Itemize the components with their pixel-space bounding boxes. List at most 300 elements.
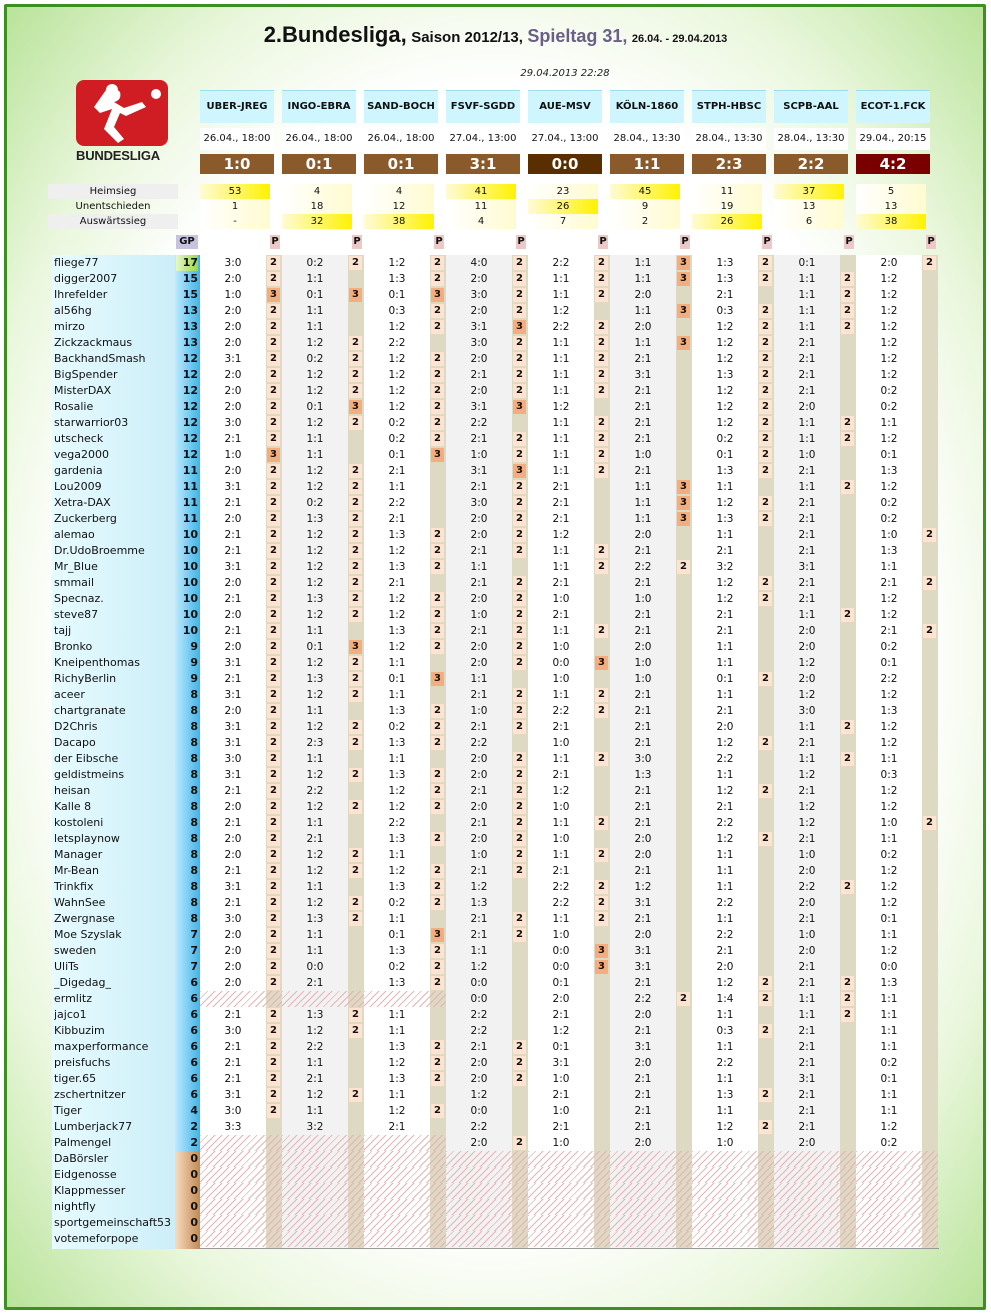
match-date: 29.04., 20:15 (856, 128, 930, 150)
table-row (52, 767, 939, 783)
tip-cell (372, 1167, 422, 1183)
tip-cell: 1:1 (388, 1009, 406, 1021)
points-cell: 2 (513, 832, 526, 846)
player-points: 10 (182, 624, 198, 637)
tip-cell (290, 1215, 340, 1231)
tip-cell: 1:1 (798, 417, 816, 429)
tip-cell: 2:2 (634, 993, 652, 1005)
player-points: 15 (182, 288, 198, 301)
tip-cell: 2:1 (470, 817, 488, 829)
tip-cell: 2:2 (306, 785, 324, 797)
tip-cell (290, 1151, 340, 1167)
tip-cell: 1:1 (552, 337, 570, 349)
tip-cell: 1:1 (716, 1009, 734, 1021)
points-cell: 2 (267, 592, 280, 606)
tip-cell: 2:0 (470, 657, 488, 669)
tip-cell: 2:0 (470, 833, 488, 845)
tip-cell: 1:1 (880, 1089, 898, 1101)
player-name: UliTs (54, 960, 79, 973)
tip-cell: 1:3 (716, 1089, 734, 1101)
tip-cell: 1:2 (306, 385, 324, 397)
tip-cell (618, 1167, 668, 1183)
match-draw-count: 1 (200, 199, 270, 214)
tip-cell: 1:1 (880, 833, 898, 845)
tip-cell: 2:0 (224, 465, 242, 477)
tip-cell (290, 1135, 340, 1151)
tip-cell: 1:3 (880, 977, 898, 989)
points-cell: 2 (349, 1088, 362, 1102)
tip-cell: 1:2 (880, 737, 898, 749)
table-row (52, 927, 939, 943)
tip-cell: 1:2 (306, 529, 324, 541)
tip-cell: 2:1 (552, 769, 570, 781)
points-cell: 2 (349, 416, 362, 430)
points-cell: 2 (759, 832, 772, 846)
match-result: 2:2 (774, 154, 848, 174)
tip-cell: 1:1 (798, 721, 816, 733)
tip-cell: 1:1 (552, 417, 570, 429)
tip-cell: 2:0 (224, 849, 242, 861)
tip-cell: 3:1 (224, 353, 242, 365)
update-timestamp: 29.04.2013 22:28 (520, 68, 610, 79)
tip-cell: 0:3 (716, 305, 734, 317)
tip-cell: 2:1 (716, 289, 734, 301)
points-cell: 2 (431, 352, 444, 366)
player-name: Kalle 8 (54, 800, 92, 813)
tip-cell: 0:3 (716, 1025, 734, 1037)
points-cell: 2 (759, 432, 772, 446)
points-cell: 2 (513, 752, 526, 766)
tip-cell (536, 1151, 586, 1167)
tip-cell: 1:1 (634, 513, 652, 525)
tip-cell: 2:1 (470, 689, 488, 701)
tip-cell: 2:0 (798, 641, 816, 653)
tip-cell: 2:1 (224, 785, 242, 797)
tip-cell: 2:0 (634, 929, 652, 941)
tip-cell: 2:1 (470, 721, 488, 733)
p-column-header: P (271, 236, 279, 247)
tip-cell: 2:0 (224, 577, 242, 589)
points-cell: 2 (349, 368, 362, 382)
tip-cell: 1:1 (634, 273, 652, 285)
points-cell: 2 (513, 608, 526, 622)
tip-cell: 2:1 (552, 481, 570, 493)
points-cell: 2 (513, 544, 526, 558)
tip-cell: 0:1 (716, 673, 734, 685)
table-row (52, 911, 939, 927)
tip-cell: 0:1 (306, 641, 324, 653)
tip-cell: 2:0 (716, 961, 734, 973)
player-name: Specnaz. (54, 592, 104, 605)
tip-cell: 1:2 (388, 545, 406, 557)
tip-cell: 1:2 (306, 801, 324, 813)
tip-cell: 3:1 (224, 721, 242, 733)
points-cell: 2 (595, 896, 608, 910)
tip-cell: 2:0 (470, 801, 488, 813)
points-cell: 2 (267, 688, 280, 702)
tip-cell: 1:1 (306, 1057, 324, 1069)
tip-cell: 2:0 (470, 1073, 488, 1085)
tip-cell: 1:3 (306, 513, 324, 525)
tip-cell: 3:2 (716, 561, 734, 573)
tip-cell: 2:1 (798, 1057, 816, 1069)
tip-cell: 1:0 (552, 833, 570, 845)
page-title (0, 22, 991, 48)
match-team: AUE-MSV (528, 90, 602, 123)
player-points: 8 (190, 912, 198, 925)
points-cell: 2 (267, 1008, 280, 1022)
points-cell: 2 (431, 624, 444, 638)
tip-cell: 2:1 (388, 1121, 406, 1133)
tip-cell: 1:2 (716, 1121, 734, 1133)
points-cell: 3 (513, 464, 526, 478)
points-cell: 2 (267, 416, 280, 430)
tip-cell: 0:2 (880, 641, 898, 653)
table-row (52, 287, 939, 303)
points-cell: 2 (595, 464, 608, 478)
match-date: 26.04., 18:00 (282, 128, 356, 150)
points-cell: 2 (841, 720, 854, 734)
match-result: 3:1 (446, 154, 520, 174)
tip-cell: 2:1 (798, 369, 816, 381)
tip-cell: 2:0 (224, 609, 242, 621)
tip-cell: 1:1 (388, 913, 406, 925)
match-result: 0:1 (364, 154, 438, 174)
player-points: 8 (190, 752, 198, 765)
points-cell: 2 (431, 640, 444, 654)
tip-cell: 2:1 (306, 977, 324, 989)
points-cell: 2 (595, 272, 608, 286)
tip-cell: 2:0 (798, 673, 816, 685)
table-row (52, 591, 939, 607)
tip-cell: 0:2 (880, 497, 898, 509)
tip-cell: 1:2 (716, 737, 734, 749)
tip-cell: 1:1 (306, 705, 324, 717)
points-cell: 2 (841, 288, 854, 302)
tip-cell: 2:0 (470, 1137, 488, 1149)
table-row (52, 863, 939, 879)
table-row (52, 1023, 939, 1039)
points-cell: 2 (431, 544, 444, 558)
points-cell: 2 (841, 608, 854, 622)
points-cell: 2 (431, 592, 444, 606)
tip-cell: 2:0 (470, 513, 488, 525)
points-cell: 2 (349, 336, 362, 350)
points-cell: 2 (349, 384, 362, 398)
points-cell: 2 (513, 272, 526, 286)
tip-cell: 1:3 (388, 881, 406, 893)
points-cell: 2 (431, 304, 444, 318)
tip-cell: 0:1 (880, 1073, 898, 1085)
match-header-5 (610, 76, 689, 256)
table-row (52, 735, 939, 751)
tip-cell (208, 1183, 258, 1199)
tip-cell: 0:2 (880, 401, 898, 413)
tip-cell: 3:0 (224, 753, 242, 765)
tip-cell: 3:1 (470, 321, 488, 333)
player-name: Kneipenthomas (54, 656, 140, 669)
tip-cell: 2:1 (798, 465, 816, 477)
tip-cell: 2:0 (224, 369, 242, 381)
tip-cell: 3:0 (224, 417, 242, 429)
tip-cell: 1:2 (716, 353, 734, 365)
points-cell: 2 (841, 992, 854, 1006)
points-cell: 2 (513, 256, 526, 270)
p-column-header: P (927, 236, 935, 247)
player-points: 8 (190, 864, 198, 877)
tip-cell: 1:1 (880, 1041, 898, 1053)
points-cell: 2 (349, 544, 362, 558)
tip-cell: 1:2 (880, 289, 898, 301)
points-cell: 2 (513, 768, 526, 782)
points-cell: 2 (349, 528, 362, 542)
tip-cell (618, 1199, 668, 1215)
tip-cell: 1:2 (388, 1105, 406, 1117)
points-cell: 2 (759, 592, 772, 606)
points-cell: 2 (759, 336, 772, 350)
tip-cell: 3:1 (224, 689, 242, 701)
table-row (52, 559, 939, 575)
match-result: 2:3 (692, 154, 766, 174)
points-cell: 2 (431, 896, 444, 910)
tip-cell: 2:0 (470, 353, 488, 365)
tip-cell: 1:1 (880, 1105, 898, 1117)
points-cell: 2 (349, 896, 362, 910)
tip-cell: 1:2 (880, 609, 898, 621)
player-name: mirzo (54, 320, 85, 333)
points-cell: 2 (267, 672, 280, 686)
tip-cell: 0:2 (880, 1137, 898, 1149)
tip-cell: 2:0 (224, 401, 242, 413)
player-points: 12 (182, 384, 198, 397)
tip-cell (372, 1135, 422, 1151)
tip-cell: 1:2 (306, 577, 324, 589)
player-points: 13 (182, 304, 198, 317)
points-cell: 3 (677, 304, 690, 318)
tip-cell: 1:3 (716, 369, 734, 381)
tip-cell: 2:1 (470, 625, 488, 637)
tip-cell: 2:2 (470, 1025, 488, 1037)
tip-cell (864, 1199, 914, 1215)
points-cell: 2 (759, 368, 772, 382)
match-date: 28.04., 13:30 (692, 128, 766, 150)
points-cell: 2 (595, 320, 608, 334)
tip-cell: 2:1 (470, 913, 488, 925)
tip-cell: 1:0 (552, 929, 570, 941)
match-draw-count: 26 (528, 199, 598, 214)
tip-cell: 1:1 (306, 273, 324, 285)
tip-cell: 1:2 (880, 881, 898, 893)
tip-cell: 0:2 (306, 353, 324, 365)
tip-cell: 0:1 (306, 289, 324, 301)
table-row (52, 255, 939, 271)
player-name: nightfly (54, 1200, 96, 1213)
tip-cell: 1:1 (716, 1041, 734, 1053)
tip-cell: 1:3 (306, 913, 324, 925)
points-cell: 2 (349, 576, 362, 590)
points-cell: 2 (267, 944, 280, 958)
points-cell: 2 (759, 304, 772, 318)
match-team: STPH-HBSC (692, 90, 766, 123)
tip-cell (372, 1151, 422, 1167)
tip-cell: 1:1 (552, 913, 570, 925)
points-cell: 2 (513, 336, 526, 350)
points-cell: 3 (677, 256, 690, 270)
points-cell: 2 (267, 768, 280, 782)
tip-cell (536, 1199, 586, 1215)
tip-cell: 2:1 (224, 545, 242, 557)
tip-cell: 2:1 (798, 577, 816, 589)
tip-cell: 2:0 (470, 273, 488, 285)
tip-cell: 3:2 (306, 1121, 324, 1133)
points-cell: 2 (759, 352, 772, 366)
tip-cell: 1:1 (470, 561, 488, 573)
match-header-7 (774, 76, 853, 256)
points-cell: 2 (267, 816, 280, 830)
tip-cell: 3:1 (224, 561, 242, 573)
points-cell: 2 (349, 608, 362, 622)
points-cell: 2 (349, 672, 362, 686)
tip-cell: 2:2 (716, 817, 734, 829)
tip-cell: 0:1 (552, 977, 570, 989)
points-cell: 2 (267, 384, 280, 398)
tip-cell: 3:0 (224, 1105, 242, 1117)
match-draw-count: 11 (446, 199, 516, 214)
tip-cell: 1:3 (634, 769, 652, 781)
tip-cell: 1:0 (552, 737, 570, 749)
points-cell: 2 (595, 256, 608, 270)
tip-cell: 1:2 (388, 257, 406, 269)
player-name: tiger.65 (54, 1072, 97, 1085)
points-cell: 2 (513, 656, 526, 670)
tip-cell: 0:0 (552, 961, 570, 973)
tip-cell: 2:2 (880, 673, 898, 685)
player-points: 12 (182, 416, 198, 429)
table-row (52, 271, 939, 287)
player-points: 11 (182, 464, 198, 477)
tip-cell: 1:1 (306, 305, 324, 317)
table-row (52, 351, 939, 367)
tip-cell (372, 1199, 422, 1215)
tip-cell: 2:1 (798, 337, 816, 349)
player-points: 7 (190, 944, 198, 957)
tip-cell: 0:1 (880, 913, 898, 925)
points-cell: 2 (267, 336, 280, 350)
match-draw-count: 9 (610, 199, 680, 214)
tip-cell: 1:1 (880, 929, 898, 941)
points-cell: 2 (349, 1008, 362, 1022)
tip-cell: 2:3 (306, 737, 324, 749)
points-cell: 2 (267, 928, 280, 942)
player-points: 7 (190, 928, 198, 941)
tip-cell (782, 1167, 832, 1183)
tip-cell: 1:3 (716, 273, 734, 285)
points-cell: 2 (267, 576, 280, 590)
label-draw: Unentschieden (75, 201, 151, 212)
points-cell: 2 (759, 256, 772, 270)
tip-cell: 3:0 (798, 705, 816, 717)
points-cell: 2 (759, 976, 772, 990)
tip-cell: 1:3 (388, 1041, 406, 1053)
tip-cell: 1:2 (880, 721, 898, 733)
tip-cell: 0:1 (880, 449, 898, 461)
tip-cell (290, 991, 340, 1007)
tip-cell: 1:2 (470, 1089, 488, 1101)
points-cell: 2 (267, 784, 280, 798)
player-name: maxperformance (54, 1040, 149, 1053)
tip-cell: 1:2 (388, 801, 406, 813)
table-row (52, 1151, 939, 1167)
player-points: 8 (190, 848, 198, 861)
player-name: sweden (54, 944, 97, 957)
points-cell: 2 (267, 880, 280, 894)
tip-cell: 3:1 (470, 401, 488, 413)
player-points: 9 (190, 640, 198, 653)
match-home-count: 53 (200, 184, 270, 199)
points-cell: 2 (431, 880, 444, 894)
tip-cell: 2:0 (470, 593, 488, 605)
tip-cell: 2:1 (470, 545, 488, 557)
player-name: Kibbuzim (54, 1024, 105, 1037)
tip-cell: 1:1 (634, 305, 652, 317)
points-cell: 2 (513, 480, 526, 494)
tip-cell: 1:0 (880, 817, 898, 829)
tip-cell: 1:2 (306, 545, 324, 557)
match-team: SAND-BOCH (364, 90, 438, 123)
table-row (52, 751, 939, 767)
tip-cell (208, 1231, 258, 1247)
player-points: 8 (190, 720, 198, 733)
match-team: INGO-EBRA (282, 90, 356, 123)
points-cell: 2 (513, 1136, 526, 1150)
points-cell: 2 (513, 384, 526, 398)
tip-cell (372, 991, 422, 1007)
tip-cell: 1:0 (470, 609, 488, 621)
tip-cell: 0:0 (552, 945, 570, 957)
player-points: 6 (190, 992, 198, 1005)
points-cell: 2 (267, 896, 280, 910)
points-cell: 2 (513, 1040, 526, 1054)
tip-cell: 1:2 (716, 417, 734, 429)
match-result: 0:1 (282, 154, 356, 174)
player-name: Mr_Blue (54, 560, 98, 573)
player-points: 9 (190, 672, 198, 685)
points-cell: 2 (267, 976, 280, 990)
tip-cell: 3:0 (224, 1025, 242, 1037)
tip-cell: 2:0 (470, 305, 488, 317)
points-cell: 2 (267, 624, 280, 638)
tip-cell: 2:1 (388, 465, 406, 477)
player-points: 8 (190, 816, 198, 829)
tip-cell: 1:3 (306, 1009, 324, 1021)
tip-cell: 2:1 (470, 577, 488, 589)
points-cell: 3 (677, 512, 690, 526)
match-header-1 (282, 76, 361, 256)
tip-cell: 1:3 (388, 769, 406, 781)
match-home-count: 23 (528, 184, 598, 199)
tip-cell: 0:2 (306, 257, 324, 269)
points-cell: 2 (349, 864, 362, 878)
tip-cell: 1:1 (716, 1105, 734, 1117)
points-cell: 2 (595, 416, 608, 430)
player-name: digger2007 (54, 272, 118, 285)
player-points: 13 (182, 336, 198, 349)
tip-cell: 1:2 (470, 881, 488, 893)
tip-cell: 2:1 (798, 513, 816, 525)
points-cell: 2 (595, 880, 608, 894)
tip-cell: 2:1 (634, 353, 652, 365)
tip-cell: 2:1 (716, 545, 734, 557)
